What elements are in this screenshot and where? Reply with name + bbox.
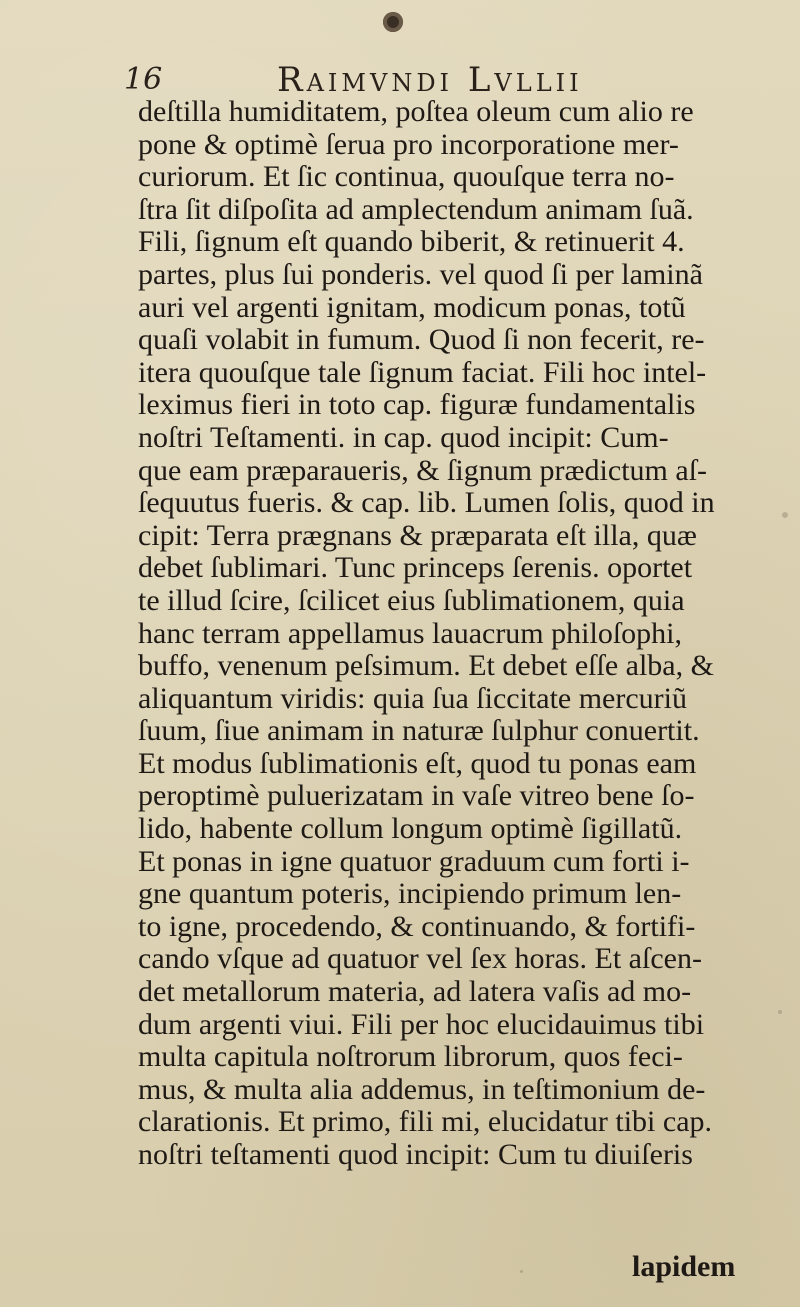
text-line: mus, & multa alia addemus, in teſtimonium de- <box>138 1072 706 1106</box>
text-line: te illud ſcire, ſcilicet eius ſublimationem, quia <box>138 583 685 617</box>
text-line: gne quantum poteris, incipiendo primum len- <box>138 877 682 911</box>
text-line: noſtri Teſtamenti. in cap. quod incipit: Cum- <box>138 420 669 454</box>
text-line: Et ponas in igne quatuor graduum cum forti i- <box>138 844 690 878</box>
paper-speck <box>520 1270 523 1273</box>
text-line: peroptimè puluerizatam in vaſe vitreo bene ſo- <box>138 779 695 813</box>
text-line: debet ſublimari. Tunc princeps ſerenis. oportet <box>138 551 693 585</box>
text-line: noſtri teſtamenti quod incipit: Cum tu diuiſeris <box>138 1138 693 1171</box>
text-line: cando vſque ad quatuor vel ſex horas. Et aſcen- <box>138 942 702 976</box>
paper-speck <box>778 1010 782 1014</box>
text-line: det metallorum materia, ad latera vaſis ad mo- <box>138 975 692 1009</box>
text-line: clarationis. Et primo, fili mi, elucidatur tibi cap. <box>138 1105 713 1139</box>
text-line: deſtilla humiditatem, poſtea oleum cum alio re <box>138 95 694 128</box>
text-line: curiorum. Et ſic continua, quouſque terra no- <box>138 160 675 194</box>
text-line: hanc terram appellamus lauacrum philoſophi, <box>138 616 682 650</box>
text-line: itera quouſque tale ſignum faciat. Fili hoc intel- <box>138 355 707 389</box>
page-number: 16 <box>124 62 163 97</box>
text-line: leximus fieri in toto cap. figuræ fundamentalis <box>138 388 696 422</box>
text-line: Fili, ſignum eſt quando biberit, & retinuerit 4. <box>138 225 685 259</box>
text-line: dum argenti viui. Fili per hoc elucidauimus tibi <box>138 1007 705 1041</box>
paper-speck <box>782 512 788 518</box>
text-line: auri vel argenti ignitam, modicum ponas, totũ <box>138 290 686 324</box>
text-line: ſtra ſit diſpoſita ad amplectendum animam ſuã. <box>138 192 694 226</box>
text-line: lido, habente collum longum optimè ſigillatũ. <box>138 812 683 846</box>
ornament-icon <box>383 12 403 32</box>
catchword: lapidem <box>632 1250 736 1283</box>
text-line: pone & optimè ſerua pro incorporatione mer- <box>138 127 679 161</box>
text-line: buffo, venenum peſsimum. Et debet eſſe alba, & <box>138 649 714 683</box>
body-text <box>138 96 758 1172</box>
text-line: cipit: Terra prægnans & præparata eſt illa, quæ <box>138 518 697 552</box>
text-line: quaſi volabit in fumum. Quod ſi non fecerit, re- <box>138 323 705 357</box>
text-line: multa capitula noſtrorum librorum, quos feci- <box>138 1040 683 1074</box>
text-line: to igne, procedendo, & continuando, & fortifi- <box>138 909 696 943</box>
running-title: Raimvndi Lvllii <box>277 60 583 100</box>
text-line: que eam præparaueris, & ſignum prædictum aſ- <box>138 453 708 487</box>
page-header <box>112 56 672 100</box>
text-line: partes, plus ſui ponderis. vel quod ſi per laminã <box>138 257 703 291</box>
text-line: ſequutus fueris. & cap. lib. Lumen ſolis, quod in <box>138 486 715 520</box>
text-line: aliquantum viridis: quia ſua ſiccitate mercuriũ <box>138 681 687 715</box>
text-line: Et modus ſublimationis eſt, quod tu ponas eam <box>138 746 697 780</box>
text-line: ſuum, ſiue animam in naturæ ſulphur conuertit. <box>138 714 700 748</box>
